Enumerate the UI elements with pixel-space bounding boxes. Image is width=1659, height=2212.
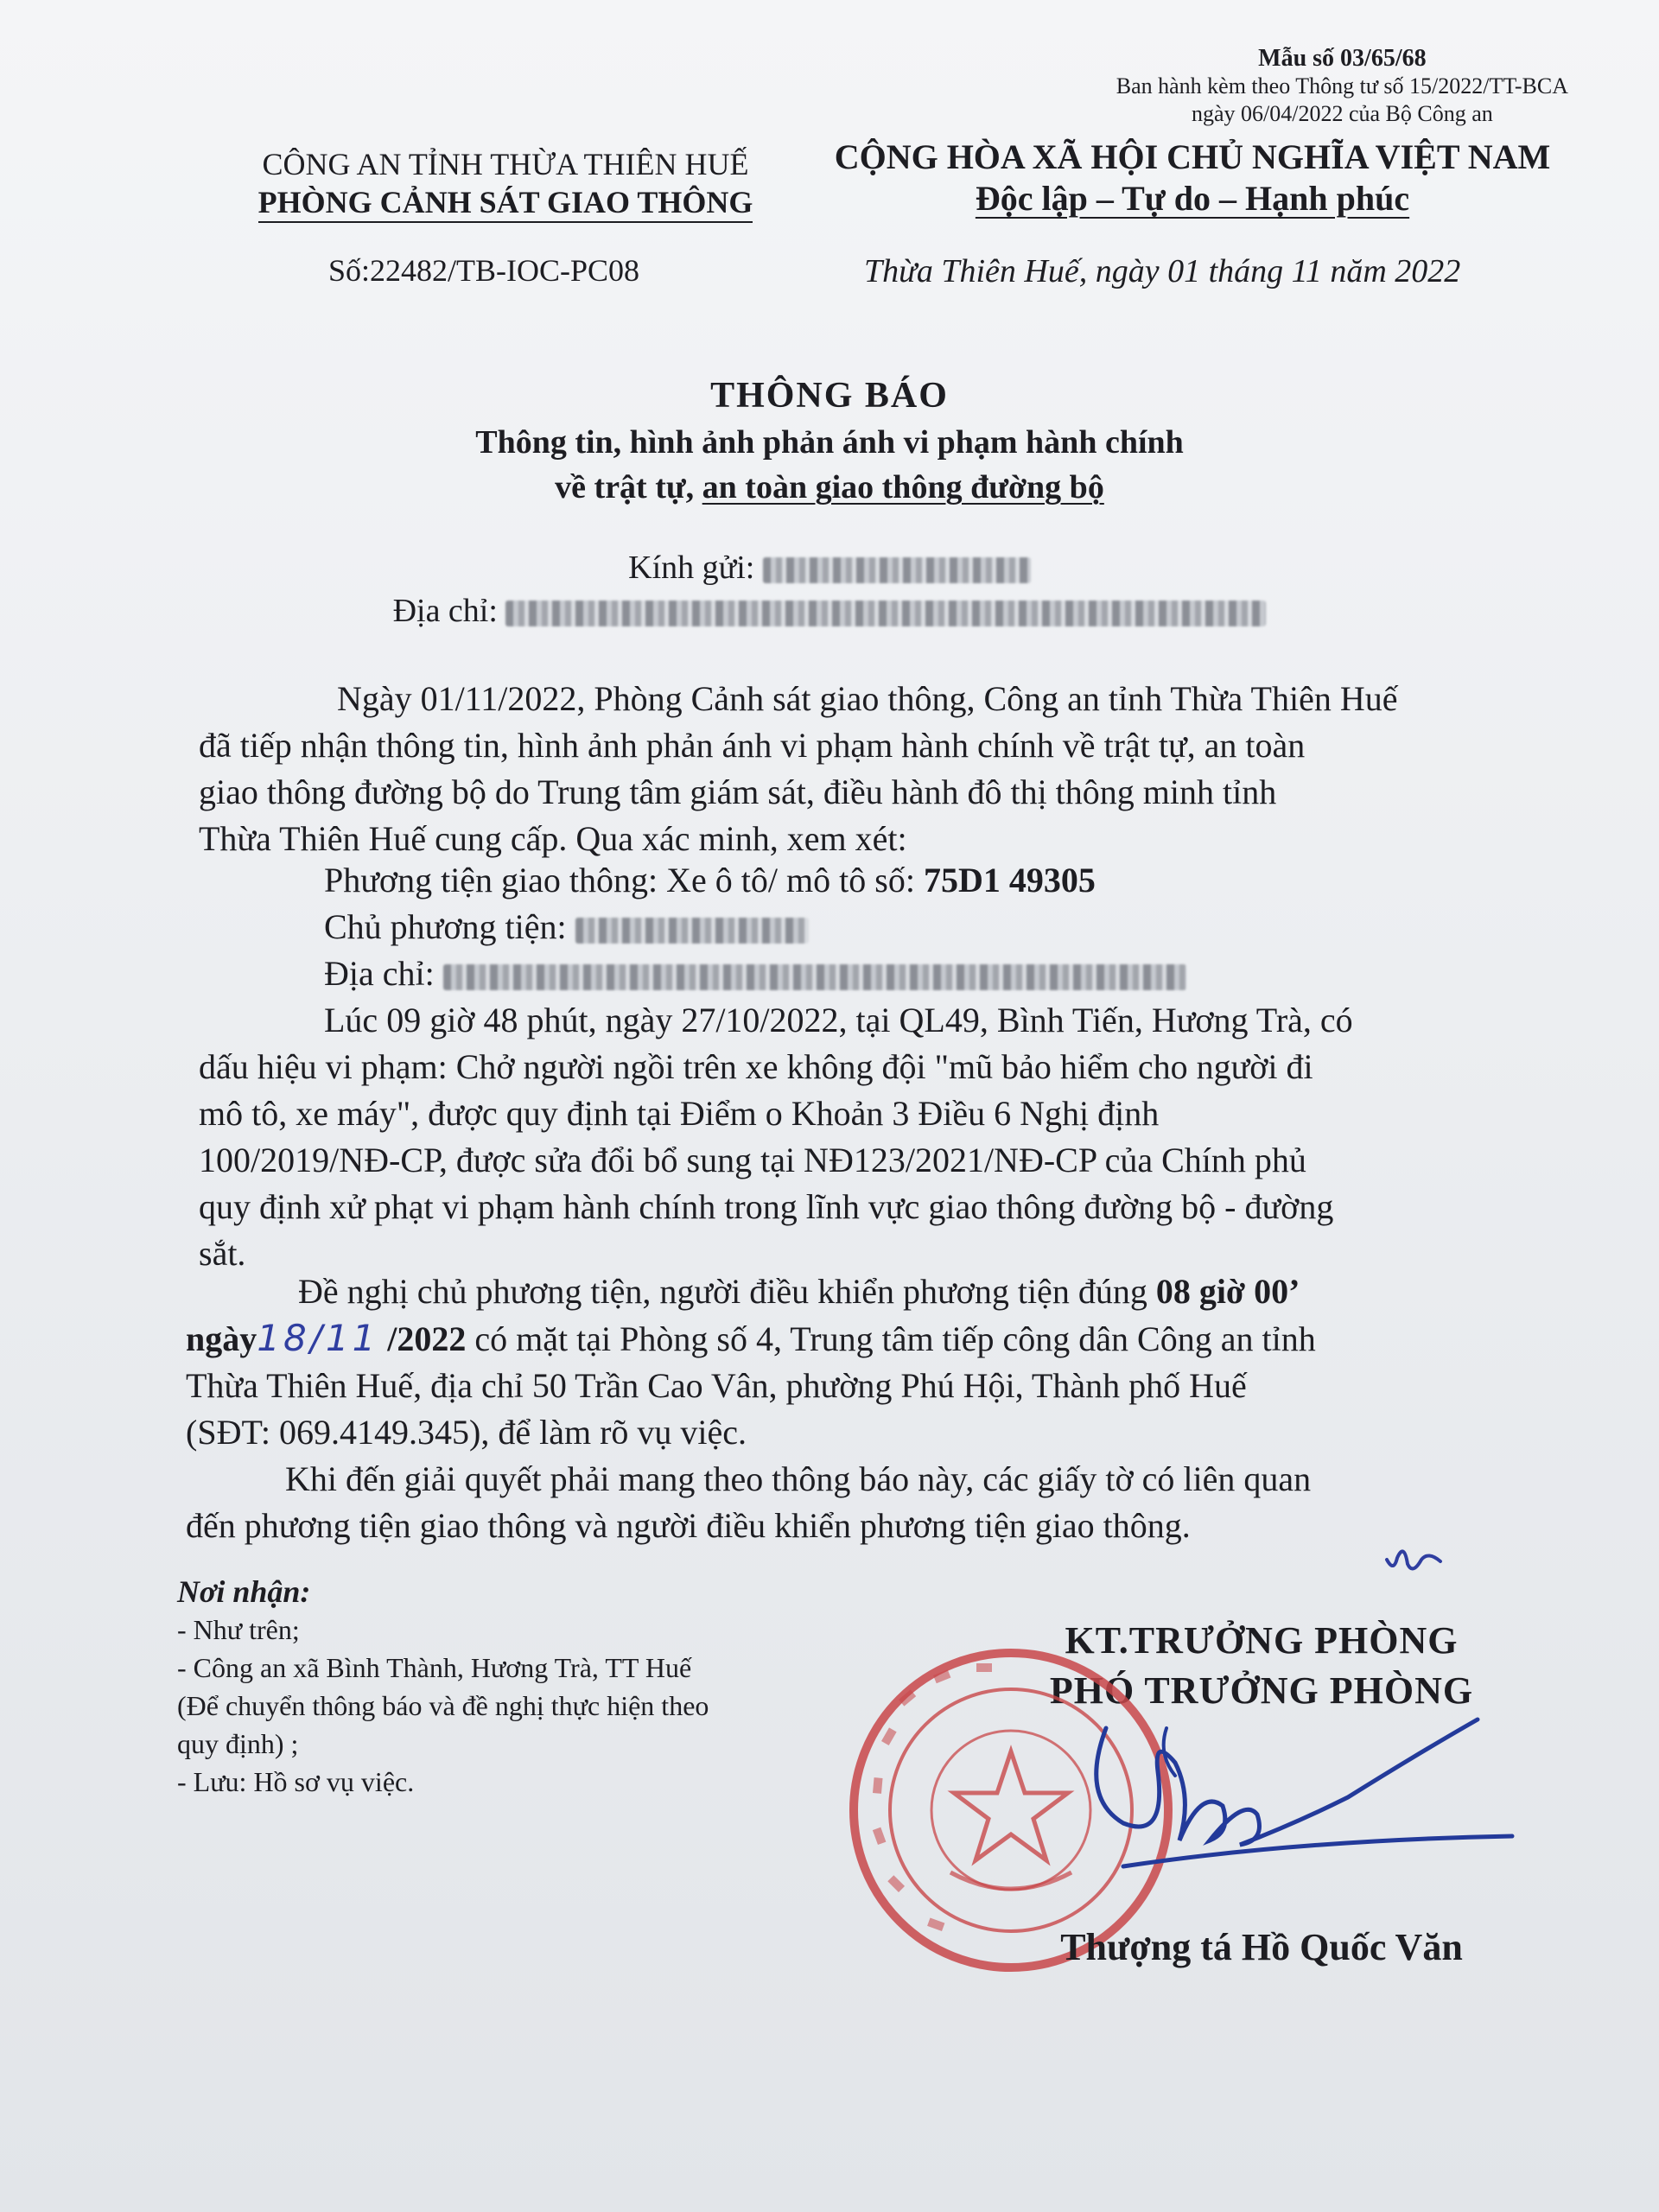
reference-number: Số:22482/TB-IOC-PC08 — [328, 253, 640, 288]
issuing-agency — [220, 145, 791, 223]
agency-parent: CÔNG AN TỈNH THỪA THIÊN HUẾ — [262, 147, 749, 181]
place-date: Thừa Thiên Huế, ngày 01 tháng 11 năm 2022 — [864, 253, 1461, 289]
handwritten-date: 18/11 — [257, 1317, 379, 1359]
addressee-block — [0, 546, 1659, 632]
recipients-block — [177, 1573, 709, 1801]
national-heading — [812, 137, 1573, 219]
recipient-item: (Để chuyển thông báo và đề nghị thực hiện theo — [177, 1690, 709, 1721]
signature-title: KT.TRƯỞNG PHÒNG PHÓ TRƯỞNG PHÒNG — [1049, 1619, 1474, 1712]
owner-address-line: Địa chỉ: — [199, 950, 1568, 997]
recipient-item: - Công an xã Bình Thành, Hương Trà, TT Huế — [177, 1652, 692, 1683]
signer-name: Thượng tá Hồ Quốc Văn — [1060, 1926, 1463, 1968]
owner-line: Chủ phương tiện: — [199, 904, 1568, 950]
recipient-item: quy định) ; — [177, 1728, 299, 1759]
recipients-heading: Nơi nhận: — [177, 1574, 311, 1609]
form-code: Mẫu số 03/65/68 — [1258, 45, 1427, 72]
vehicle-details — [199, 857, 1568, 997]
license-plate: 75D1 49305 — [923, 861, 1096, 899]
body-paragraph-1: Ngày 01/11/2022, Phòng Cảnh sát giao thông, Công an tỉnh Thừa Thiên Huế đã tiếp nhận thông tin, hình ảnh phản ánh vi phạm hành chính về trật tự, an toàn giao thông đường bộ do Trung tâm giám sát, điều hành đô thị thông minh tỉnh Thừa Thiên Huế cung cấp. Qua xác minh, xem xét: — [199, 679, 1398, 858]
document-subtitle-1: Thông tin, hình ảnh phản ánh vi phạm hành chính — [475, 424, 1184, 461]
addressee-address-line: Địa chỉ: — [0, 589, 1659, 632]
document-subtitle-2: về trật tự, an toàn giao thông đường bộ — [555, 469, 1104, 505]
handwritten-initial-mark — [1378, 1525, 1447, 1586]
addressee-line: Kính gửi: — [0, 546, 1659, 589]
redacted-name — [763, 557, 1031, 583]
redacted-address — [505, 601, 1266, 626]
request-paragraph: Đề nghị chủ phương tiện, người điều khiển phương tiện đúng 08 giờ 00’ ngày18/11 /2022 có mặt tại Phòng số 4, Trung tâm tiếp công dân Công an tỉnh Thừa Thiên Huế, địa chỉ 50 Trần Cao Vân, phường Phú Hội, Thành phố Huế (SĐT: 069.4149.345), để làm rõ vụ việc. Khi đến giải quyết phải mang theo thông báo này, các giấy tờ có liên quan đến phương tiện giao thông và người điều khiển phương tiện giao thông. — [186, 1272, 1316, 1545]
national-motto: Độc lập – Tự do – Hạnh phúc — [975, 179, 1410, 218]
redacted-owner-address — [443, 964, 1186, 990]
handwritten-signature-image — [1071, 1694, 1521, 1901]
vehicle-line: Phương tiện giao thông: Xe ô tô/ mô tô số: 75D1 49305 — [324, 861, 1096, 899]
title-block — [0, 372, 1659, 510]
form-issued-line-2: ngày 06/04/2022 của Bộ Công an — [1191, 101, 1493, 126]
redacted-owner — [575, 918, 809, 944]
agency-name: PHÒNG CẢNH SÁT GIAO THÔNG — [220, 183, 791, 223]
form-issued-line-1: Ban hành kèm theo Thông tư số 15/2022/TT-BCA — [1116, 73, 1568, 99]
form-code-block — [1116, 45, 1568, 128]
violation-paragraph: Lúc 09 giờ 48 phút, ngày 27/10/2022, tại QL49, Bình Tiến, Hương Trà, có dấu hiệu vi phạm: Chở người ngồi trên xe không đội "mũ bảo hiểm cho người đi mô tô, xe máy", được quy định tại Điểm o Khoản 3 Điều 6 Nghị định 100/2019/NĐ-CP, được sửa đổi bổ sung tại NĐ123/2021/NĐ-CP của Chính phủ quy định xử phạt vi phạm hành chính trong lĩnh vực giao thông đường bộ - đường sắt. — [199, 1001, 1353, 1273]
recipient-item: - Lưu: Hồ sơ vụ việc. — [177, 1766, 415, 1797]
recipient-item: - Như trên; — [177, 1614, 300, 1645]
document-title: THÔNG BÁO — [710, 376, 949, 416]
country-name: CỘNG HÒA XÃ HỘI CHỦ NGHĨA VIỆT NAM — [834, 137, 1551, 176]
